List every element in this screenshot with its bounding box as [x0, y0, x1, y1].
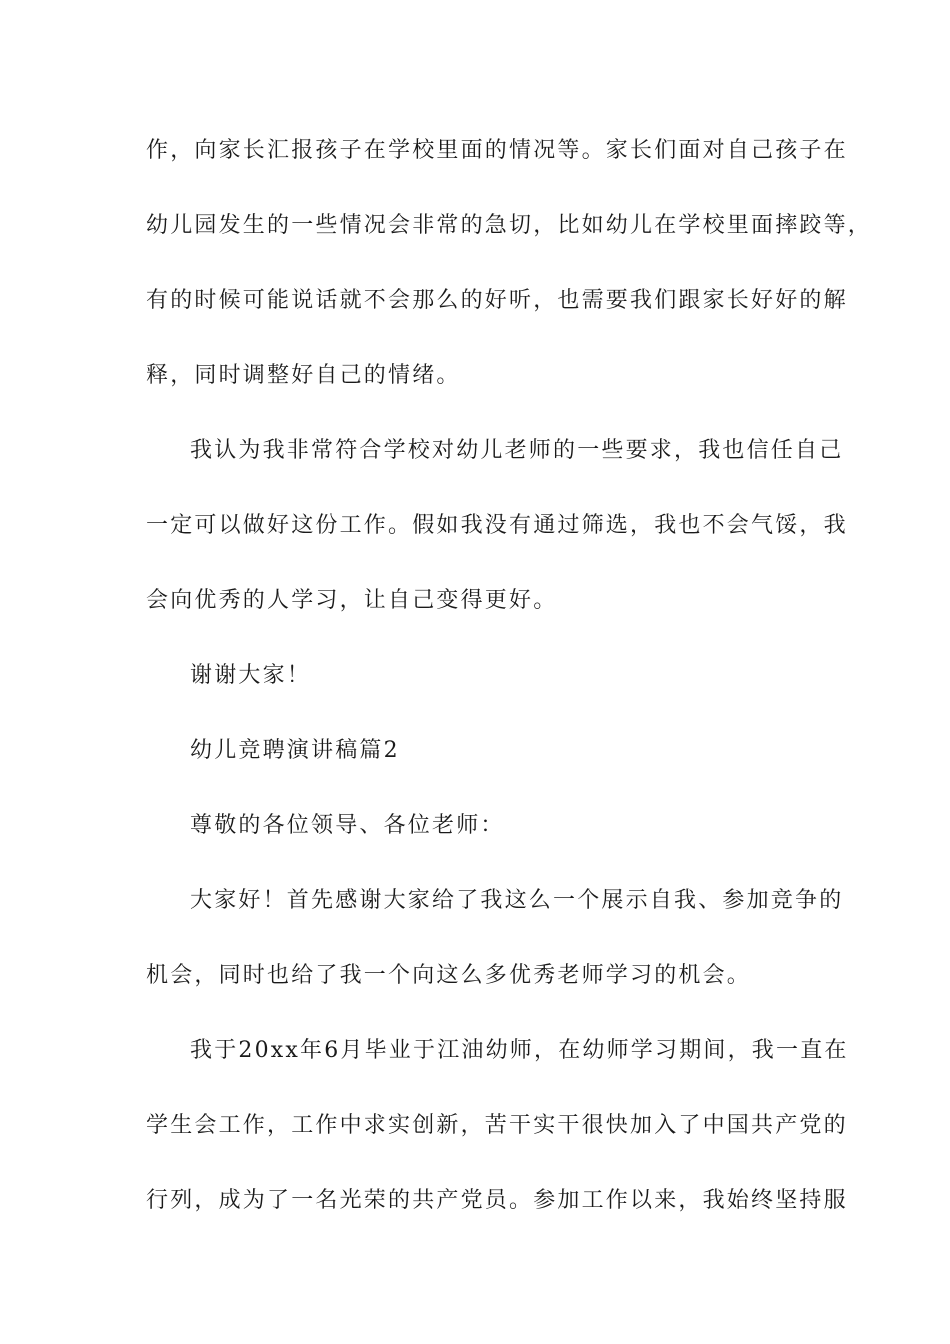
text-line: 行列，成为了一名光荣的共产党员。参加工作以来，我始终坚持服: [146, 1188, 848, 1213]
salutation: 尊敬的各位领导、各位老师：: [190, 813, 505, 838]
text-line: 一定可以做好这份工作。假如我没有通过筛选，我也不会气馁，我: [146, 513, 848, 538]
text-line: 机会，同时也给了我一个向这么多优秀老师学习的机会。: [146, 963, 752, 988]
paragraph-start-line: 大家好！首先感谢大家给了我这么一个展示自我、参加竞争的: [190, 888, 844, 913]
text-line: 作，向家长汇报孩子在学校里面的情况等。家长们面对自己孩子在: [146, 138, 848, 163]
section-heading: 幼儿竞聘演讲稿篇2: [190, 738, 400, 763]
text-line: 会向优秀的人学习，让自己变得更好。: [146, 588, 558, 613]
paragraph-start-line: 我于20xx年6月毕业于江油幼师，在幼师学习期间，我一直在: [190, 1038, 849, 1063]
text-line: 释，同时调整好自己的情绪。: [146, 363, 461, 388]
paragraph-start-line: 我认为我非常符合学校对幼儿老师的一些要求，我也信任自己: [190, 438, 844, 463]
text-line: 有的时候可能说话就不会那么的好听，也需要我们跟家长好好的解: [146, 288, 848, 313]
text-line: 幼儿园发生的一些情况会非常的急切，比如幼儿在学校里面摔跤等，: [146, 213, 873, 238]
text-line: 学生会工作，工作中求实创新，苦干实干很快加入了中国共产党的: [146, 1113, 848, 1138]
closing-thanks: 谢谢大家！: [190, 663, 312, 688]
